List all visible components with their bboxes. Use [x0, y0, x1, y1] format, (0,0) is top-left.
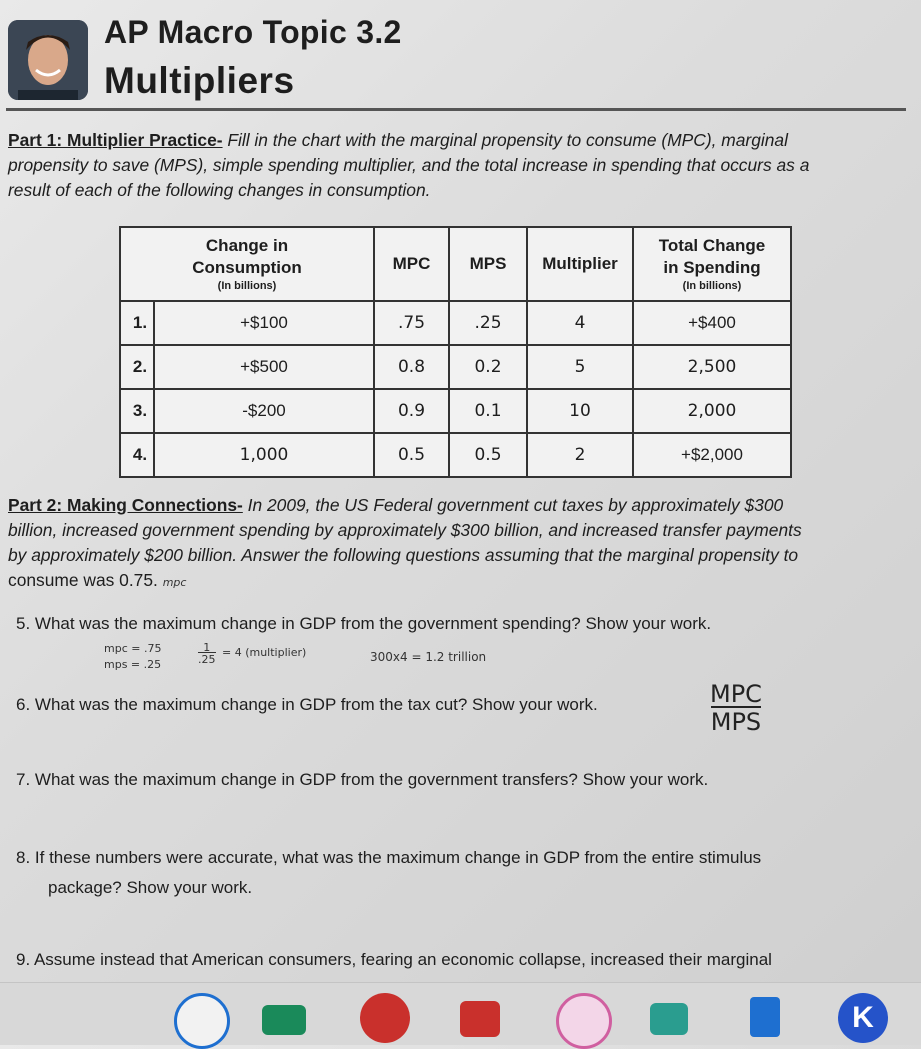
cell-change: 1,000	[154, 433, 374, 477]
table-header-row	[120, 227, 791, 301]
question-8: 8. If these numbers were accurate, what was the maximum change in GDP from the entire stimulus	[16, 848, 762, 867]
header-divider	[6, 108, 906, 111]
header-multiplier: Multiplier	[527, 227, 633, 301]
page-title: AP Macro Topic 3.2	[104, 14, 402, 50]
cell-mpc: 0.8	[374, 345, 449, 389]
handwritten-q5-calc: 300x4 = 1.2 trillion	[370, 650, 487, 664]
cell-mpc: 0.9	[374, 389, 449, 433]
part1-heading: Part 1: Multiplier Practice-	[8, 130, 223, 150]
table-row: 3. -$200 0.9 0.1 10 2,000	[120, 389, 791, 433]
cell-change: +$100	[154, 301, 374, 345]
part1-instructions: Part 1: Multiplier Practice- Fill in the chart with the marginal propensity to consume (MPC), marginal propensity to save (MPS), simple spending multiplier, and the total increase in spending that occurs as a result of each of the following changes in consumption.	[8, 130, 810, 200]
handwritten-q6-fraction: MPC MPS	[710, 680, 762, 736]
app-icon-5[interactable]	[556, 993, 612, 1049]
question-7: 7. What was the maximum change in GDP from the government transfers? Show your work.	[16, 770, 709, 789]
cell-mps: 0.5	[449, 433, 527, 477]
app-icon-2[interactable]	[262, 1005, 306, 1035]
handwritten-q5-mps: mps = .25	[104, 658, 162, 671]
cell-multiplier: 2	[527, 433, 633, 477]
header-mpc: MPC	[374, 227, 449, 301]
cell-mps: 0.1	[449, 389, 527, 433]
cell-mpc: .75	[374, 301, 449, 345]
part2-instructions: Part 2: Making Connections- In 2009, the US Federal government cut taxes by approximately $300 billion, increased government spending by approximately $300 billion, and increased transfer payments by approximately $200 billion. Answer the following questions assuming that the marginal propensity to consume was 0.75. mpc	[8, 495, 802, 590]
app-icon-6[interactable]	[650, 1003, 688, 1035]
page-subtitle: Multipliers	[104, 60, 295, 101]
cell-multiplier: 10	[527, 389, 633, 433]
cell-change: +$500	[154, 345, 374, 389]
cell-mps: .25	[449, 301, 527, 345]
table-row: 4. 1,000 0.5 0.5 2 +$2,000	[120, 433, 791, 477]
cell-total: 2,500	[633, 345, 791, 389]
cell-multiplier: 4	[527, 301, 633, 345]
author-avatar	[8, 20, 88, 100]
app-icon-k[interactable]: K	[838, 993, 888, 1043]
taskbar	[0, 982, 921, 1045]
handwritten-q5-multiplier: = 4 (multiplier)	[222, 646, 307, 659]
table-row: 1. +$100 .75 .25 4 +$400	[120, 301, 791, 345]
part2-heading: Part 2: Making Connections-	[8, 495, 243, 515]
handwritten-q5-fraction: 1 .25	[198, 641, 216, 666]
app-icon-7[interactable]	[750, 997, 780, 1037]
header-mps: MPS	[449, 227, 527, 301]
header-total: Total Change in Spending (In billions)	[633, 227, 791, 301]
question-5: 5. What was the maximum change in GDP from the government spending? Show your work.	[16, 614, 712, 633]
cell-multiplier: 5	[527, 345, 633, 389]
cell-change: -$200	[154, 389, 374, 433]
header-change: Change in Consumption (In billions)	[120, 227, 374, 301]
cell-total: +$2,000	[633, 433, 791, 477]
app-icon-3[interactable]	[360, 993, 410, 1043]
cell-mpc: 0.5	[374, 433, 449, 477]
cell-mps: 0.2	[449, 345, 527, 389]
table-row: 2. +$500 0.8 0.2 5 2,500	[120, 345, 791, 389]
question-6: 6. What was the maximum change in GDP from the tax cut? Show your work.	[16, 695, 598, 714]
question-8-continued: package? Show your work.	[48, 878, 253, 897]
cell-total: +$400	[633, 301, 791, 345]
multiplier-table	[119, 226, 792, 478]
app-icon-4[interactable]	[460, 1001, 500, 1037]
question-9: 9. Assume instead that American consumers, fearing an economic collapse, increased their marginal	[16, 950, 772, 969]
handwritten-mpc: mpc	[162, 576, 187, 589]
app-icon-1[interactable]	[174, 993, 230, 1049]
cell-total: 2,000	[633, 389, 791, 433]
handwritten-q5-mpc: mpc = .75	[104, 642, 162, 655]
